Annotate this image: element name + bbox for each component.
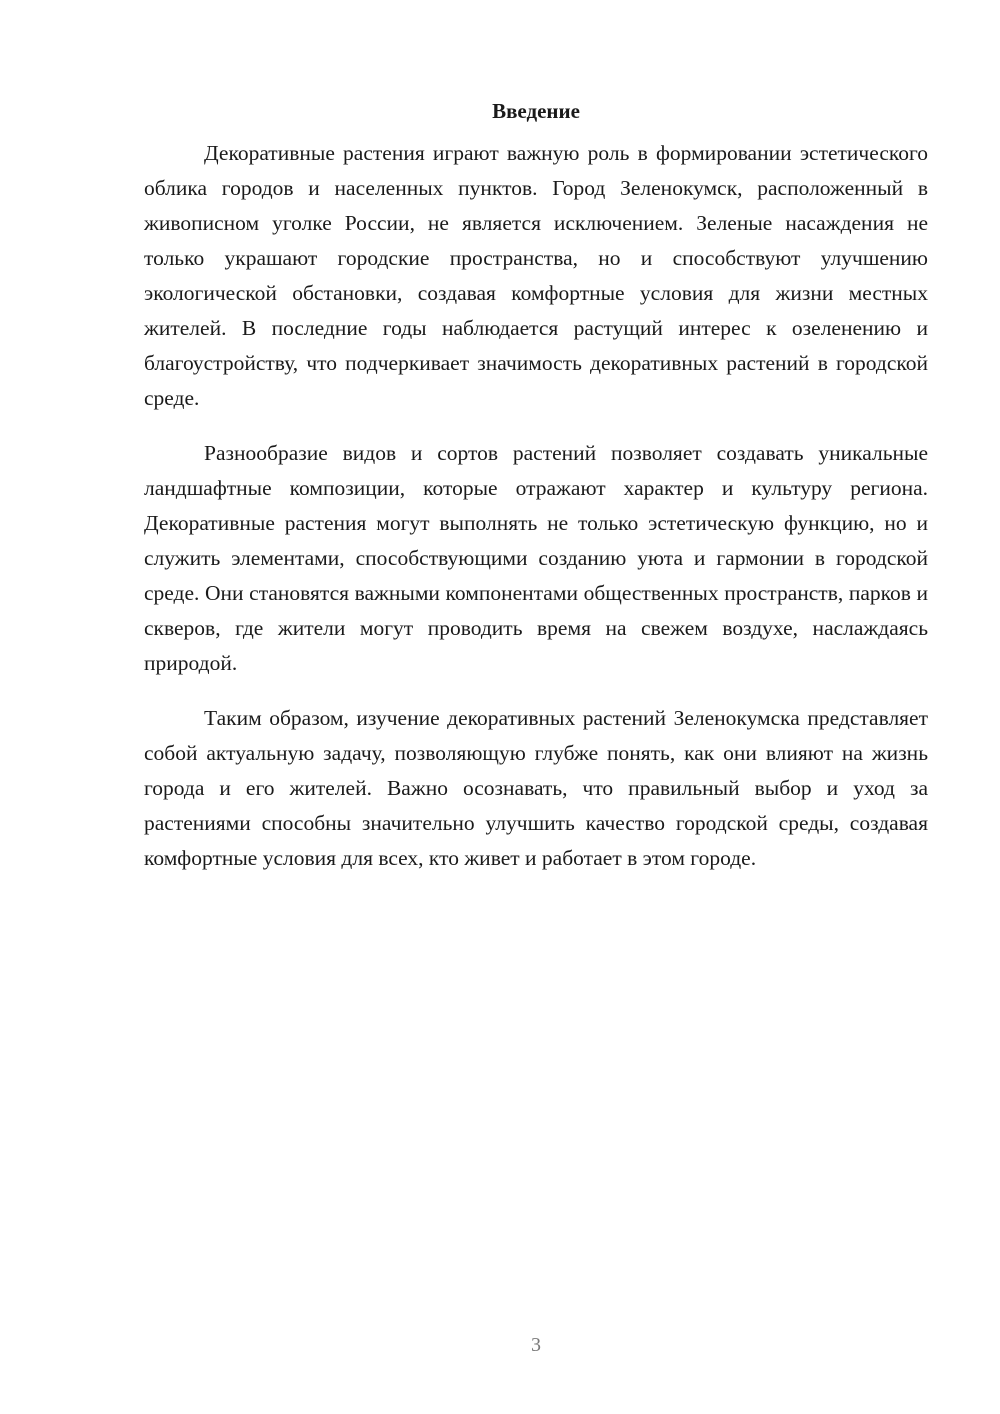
section-heading: Введение [492,99,580,123]
paragraph-1: Декоративные растения играют важную роль в формировании эстетического облика городов и населенных пунктов. Город Зеленокумск, расположенный в живописном уголке России, не является исключением. Зеленые насаждения не только украшают городские пространства, но и способствуют улучшению экологической обстановки, создавая комфортные условия для жизни местных жителей. В последние годы наблюдается растущий интерес к озеленению и благоустройству, что подчеркивает значимость декоративных растений в городской среде. [144,141,928,410]
paragraph-3: Таким образом, изучение декоративных растений Зеленокумска представляет собой актуальную задачу, позволяющую глубже понять, как они влияют на жизнь города и его жителей. Важно осознавать, что правильный выбор и уход за растениями способны значительно улучшить качество городской среды, создавая комфортные условия для всех, кто живет и работает в этом городе. [144,706,928,870]
page-number: 3 [531,1334,541,1356]
paragraph-2: Разнообразие видов и сортов растений позволяет создавать уникальные ландшафтные композиции, которые отражают характер и культуру региона. Декоративные растения могут выполнять не только эстетическую функцию, но и служить элементами, способствующими созданию уюта и гармонии в городской среде. Они становятся важными компонентами общественных пространств, парков и скверов, где жители могут проводить время на свежем воздухе, наслаждаясь природой. [144,441,928,675]
page-body [144,96,928,896]
